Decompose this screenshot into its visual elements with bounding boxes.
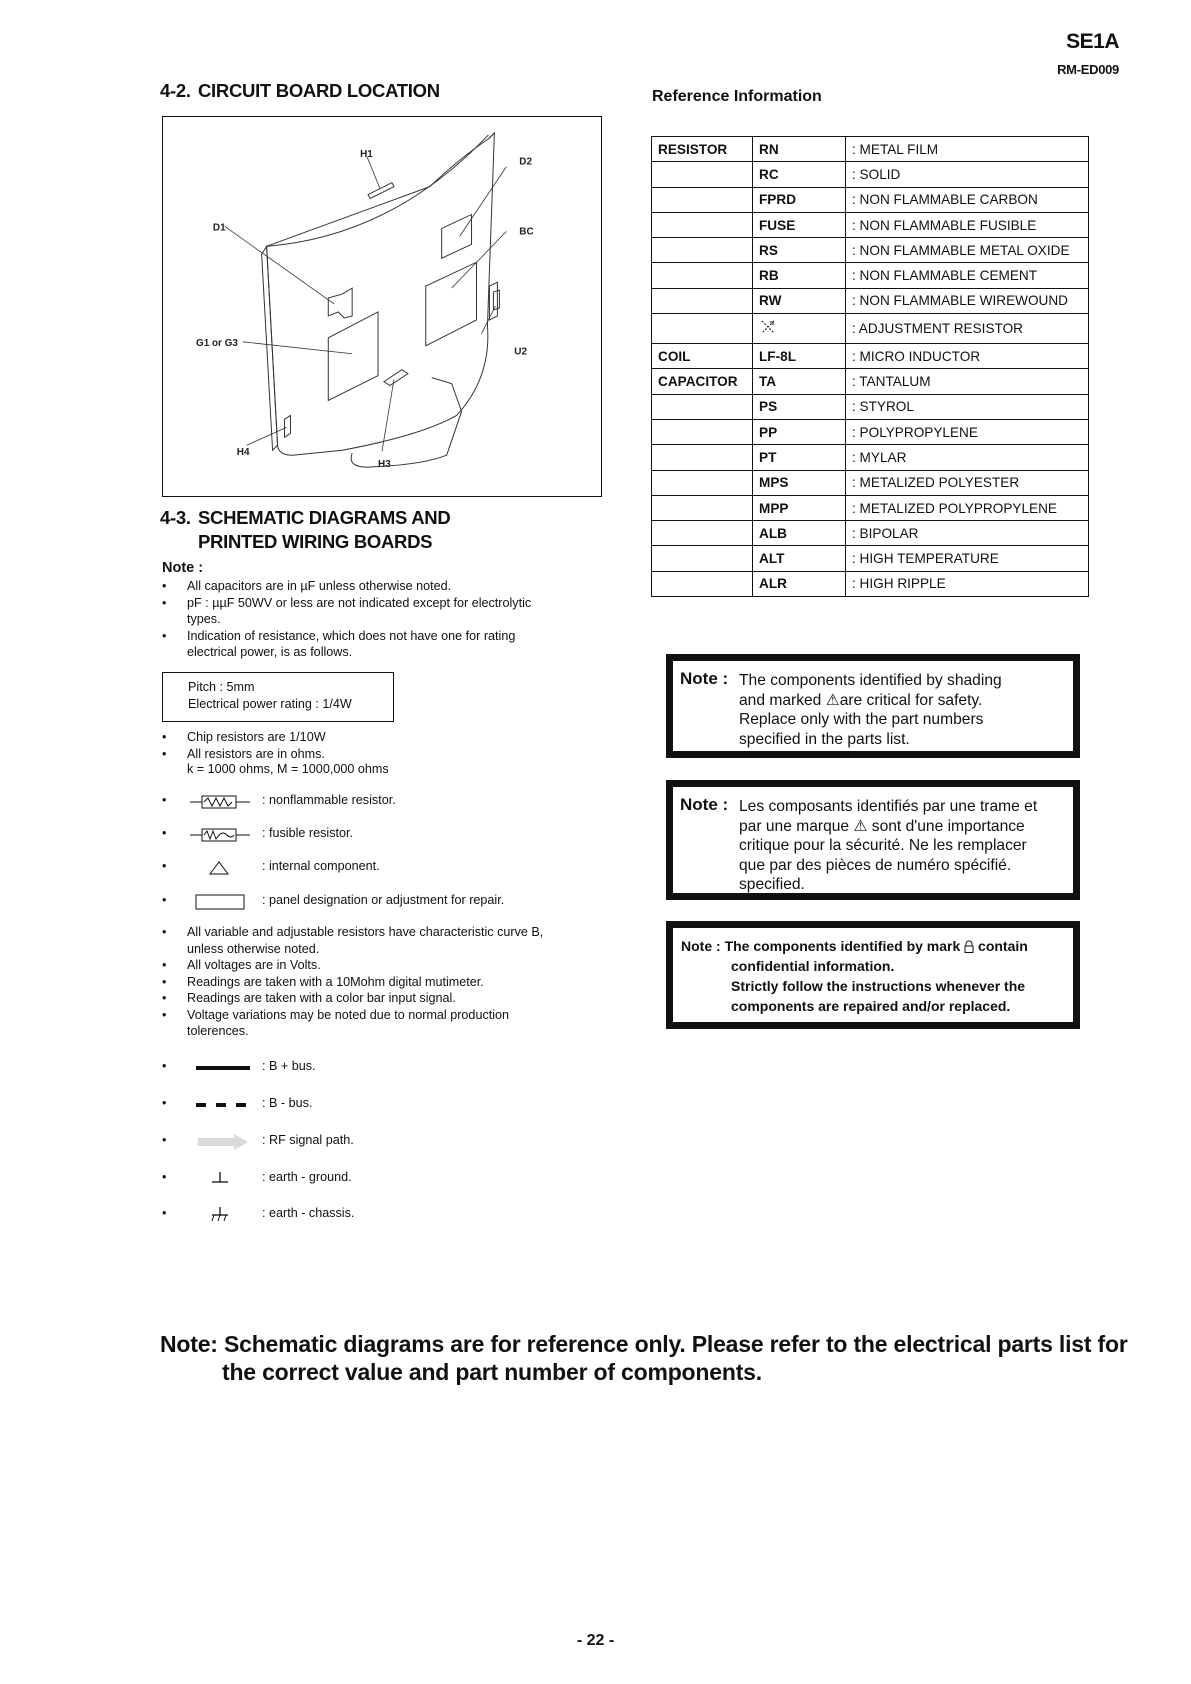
category-cell <box>652 162 753 187</box>
tv-back-illustration <box>163 117 601 496</box>
description-cell: : NON FLAMMABLE METAL OXIDE <box>846 238 1089 263</box>
note-label: Note : <box>680 669 729 688</box>
note-text <box>681 936 1065 1016</box>
note-line: specified. <box>739 876 805 894</box>
table-row <box>652 288 1089 313</box>
label-h3: H3 <box>378 459 391 471</box>
table-row <box>652 344 1089 369</box>
safety-note-french <box>666 780 1080 900</box>
category-cell <box>652 419 753 444</box>
section-title-schematic <box>160 506 450 554</box>
symbol-desc: : RF signal path. <box>262 1133 354 1147</box>
description-cell: : STYROL <box>846 394 1089 419</box>
label-h4: H4 <box>236 447 250 459</box>
bottom-note-line1: Note: Schematic diagrams are for reference only. Please refer to the electrical parts list for <box>160 1331 1128 1357</box>
description-cell: : BIPOLAR <box>846 521 1089 546</box>
description-cell: : TANTALUM <box>846 369 1089 394</box>
reference-table <box>651 136 1089 597</box>
description-cell: : SOLID <box>846 162 1089 187</box>
symbol-desc: : B - bus. <box>262 1096 313 1110</box>
circuit-board-diagram <box>162 116 602 497</box>
note-line: components are repaired and/or replaced. <box>731 998 1011 1014</box>
table-row <box>652 546 1089 571</box>
description-cell: : NON FLAMMABLE CARBON <box>846 187 1089 212</box>
code-cell: PP <box>753 419 846 444</box>
list-item: • Chip resistors are 1/10W <box>162 729 542 746</box>
warning-icon: ⚠ <box>853 817 868 835</box>
description-cell: : POLYPROPYLENE <box>846 419 1089 444</box>
category-cell <box>652 521 753 546</box>
list-item: • Readings are taken with a 10Mohm digital mutimeter. <box>162 974 547 991</box>
note-line: confidential information. <box>731 958 895 974</box>
list-item: • Voltage variations may be noted due to normal production tolerences. <box>162 1007 547 1040</box>
category-cell <box>652 263 753 288</box>
code-cell: PS <box>753 394 846 419</box>
pitch-line: Pitch : 5mm <box>188 680 255 694</box>
code-cell: RS <box>753 238 846 263</box>
model-code: SE1A <box>1066 30 1119 53</box>
symbol-row-bminus: • : B - bus. <box>162 1096 582 1114</box>
label-bc: BC <box>519 226 534 238</box>
label-d1: D1 <box>212 222 226 234</box>
symbol-row-nonflammable: • : nonflammable resistor. <box>162 793 582 811</box>
list-item: • All variable and adjustable resistors have characteristic curve B, unless otherwise noted. <box>162 924 547 957</box>
list-item: • pF : µµF 50WV or less are not indicated except for electrolytic types. <box>162 595 542 628</box>
table-row <box>652 187 1089 212</box>
category-cell <box>652 495 753 520</box>
description-cell: : METALIZED POLYPROPYLENE <box>846 495 1089 520</box>
lock-icon <box>964 938 974 951</box>
list-item: • Readings are taken with a color bar input signal. <box>162 990 547 1007</box>
note-line: and marked ⚠are critical for safety. <box>739 691 983 709</box>
notes-list-b <box>162 729 542 762</box>
note-line: par une marque ⚠ sont d'une importance <box>739 817 1025 835</box>
safety-note-english <box>666 654 1080 758</box>
table-row <box>652 571 1089 596</box>
description-cell: : HIGH TEMPERATURE <box>846 546 1089 571</box>
symbol-desc: : earth - chassis. <box>262 1206 355 1220</box>
section-number: 4-2. <box>160 80 191 101</box>
code-cell: TA <box>753 369 846 394</box>
category-cell <box>652 238 753 263</box>
section-title-text: CIRCUIT BOARD LOCATION <box>198 80 440 101</box>
table-row <box>652 419 1089 444</box>
power-rating-line: Electrical power rating : 1/4W <box>188 697 352 711</box>
symbol-desc: : panel designation or adjustment for repair. <box>262 893 505 907</box>
symbol-row-bplus: • : B + bus. <box>162 1059 582 1077</box>
note-heading: Note : <box>162 560 204 576</box>
pitch-box <box>162 672 394 722</box>
category-cell <box>652 445 753 470</box>
code-cell: MPS <box>753 470 846 495</box>
code-cell: PT <box>753 445 846 470</box>
note-text <box>739 671 1065 749</box>
code-cell: LF-8L <box>753 344 846 369</box>
label-u2: U2 <box>514 346 528 358</box>
symbol-row-rf: • : RF signal path. <box>162 1133 582 1151</box>
category-cell <box>652 187 753 212</box>
note-label: Note : <box>680 795 729 814</box>
note-line: Strictly follow the instructions whenever the <box>731 978 1026 994</box>
symbol-desc: : B + bus. <box>262 1059 316 1073</box>
category-cell <box>652 212 753 237</box>
description-cell: : METAL FILM <box>846 137 1089 162</box>
category-cell <box>652 571 753 596</box>
table-row <box>652 238 1089 263</box>
page-number: - 22 - <box>576 1632 615 1649</box>
section-title-line1: SCHEMATIC DIAGRAMS AND <box>198 507 451 528</box>
symbol-desc: : internal component. <box>262 859 380 873</box>
category-cell <box>652 546 753 571</box>
list-item: • All capacitors are in µF unless otherwise noted. <box>162 578 542 595</box>
note-line: Replace only with the part numbers <box>739 711 984 729</box>
code-cell: RW <box>753 288 846 313</box>
category-cell <box>652 314 753 344</box>
category-cell: COIL <box>652 344 753 369</box>
note-line: que par des pièces de numéro spécifié. <box>739 856 1012 874</box>
table-row <box>652 495 1089 520</box>
section-number: 4-3. <box>160 507 191 528</box>
symbol-row-internal: • : internal component. <box>162 859 582 877</box>
description-cell: : METALIZED POLYESTER <box>846 470 1089 495</box>
code-cell: FUSE <box>753 212 846 237</box>
notes-list-a <box>162 578 542 661</box>
code-cell: MPP <box>753 495 846 520</box>
description-cell: : ADJUSTMENT RESISTOR <box>846 314 1089 344</box>
description-cell: : NON FLAMMABLE WIREWOUND <box>846 288 1089 313</box>
note-line: Les composants identifiés par une trame et <box>739 798 1038 815</box>
table-row <box>652 394 1089 419</box>
note-line: Note : The components identified by mark contain <box>681 938 1028 954</box>
description-cell: : HIGH RIPPLE <box>846 571 1089 596</box>
list-item: • All resistors are in ohms. <box>162 746 542 763</box>
notes-list-c <box>162 924 547 1040</box>
table-row <box>652 263 1089 288</box>
category-cell <box>652 394 753 419</box>
bottom-note-line2: the correct value and part number of components. <box>222 1359 762 1385</box>
symbol-desc: : earth - ground. <box>262 1170 352 1184</box>
category-cell <box>652 288 753 313</box>
symbol-row-panel: • : panel designation or adjustment for repair. <box>162 893 582 911</box>
symbol-desc: : nonflammable resistor. <box>262 793 396 807</box>
code-cell: ALR <box>753 571 846 596</box>
description-cell: : MICRO INDUCTOR <box>846 344 1089 369</box>
symbol-row-earth-ground: • : earth - ground. <box>162 1170 582 1188</box>
reference-code: RM-ED009 <box>1057 62 1119 77</box>
table-row <box>652 212 1089 237</box>
note-line: critique pour la sécurité. Ne les remplacer <box>739 837 1027 855</box>
category-cell <box>652 470 753 495</box>
table-row <box>652 470 1089 495</box>
note-text <box>739 797 1065 895</box>
symbol-desc: : fusible resistor. <box>262 826 353 840</box>
table-row <box>652 445 1089 470</box>
code-cell: ALB <box>753 521 846 546</box>
code-cell: ALT <box>753 546 846 571</box>
adjustment-resistor-icon <box>759 318 777 336</box>
list-item: • All voltages are in Volts. <box>162 957 547 974</box>
note-line: specified in the parts list. <box>739 730 910 748</box>
description-cell: : MYLAR <box>846 445 1089 470</box>
table-row <box>652 137 1089 162</box>
symbol-row-fusible: • : fusible resistor. <box>162 826 582 844</box>
table-row <box>652 521 1089 546</box>
code-cell: RC <box>753 162 846 187</box>
reference-title: Reference Information <box>652 88 822 105</box>
code-cell: FPRD <box>753 187 846 212</box>
code-cell <box>753 314 846 344</box>
table-row <box>652 314 1089 344</box>
table-row <box>652 369 1089 394</box>
description-cell: : NON FLAMMABLE CEMENT <box>846 263 1089 288</box>
confidential-note <box>666 921 1080 1029</box>
ohm-units-line: k = 1000 ohms, M = 1000,000 ohms <box>187 762 389 776</box>
warning-icon: ⚠ <box>825 691 840 709</box>
symbol-row-earth-chassis: • : earth - chassis. <box>162 1206 582 1224</box>
label-h1: H1 <box>360 148 373 160</box>
section-title-circuit-board <box>160 80 440 102</box>
bottom-reference-note <box>160 1330 1130 1386</box>
code-cell: RB <box>753 263 846 288</box>
label-g1-g3: G1 or G3 <box>195 337 238 349</box>
code-cell: RN <box>753 137 846 162</box>
note-line: The components identified by shading <box>739 672 1002 689</box>
label-d2: D2 <box>519 156 532 168</box>
category-cell: RESISTOR <box>652 137 753 162</box>
category-cell: CAPACITOR <box>652 369 753 394</box>
table-row <box>652 162 1089 187</box>
list-item: • Indication of resistance, which does not have one for rating electrical power, is as follows. <box>162 628 542 661</box>
section-title-line2: PRINTED WIRING BOARDS <box>198 531 433 552</box>
description-cell: : NON FLAMMABLE FUSIBLE <box>846 212 1089 237</box>
